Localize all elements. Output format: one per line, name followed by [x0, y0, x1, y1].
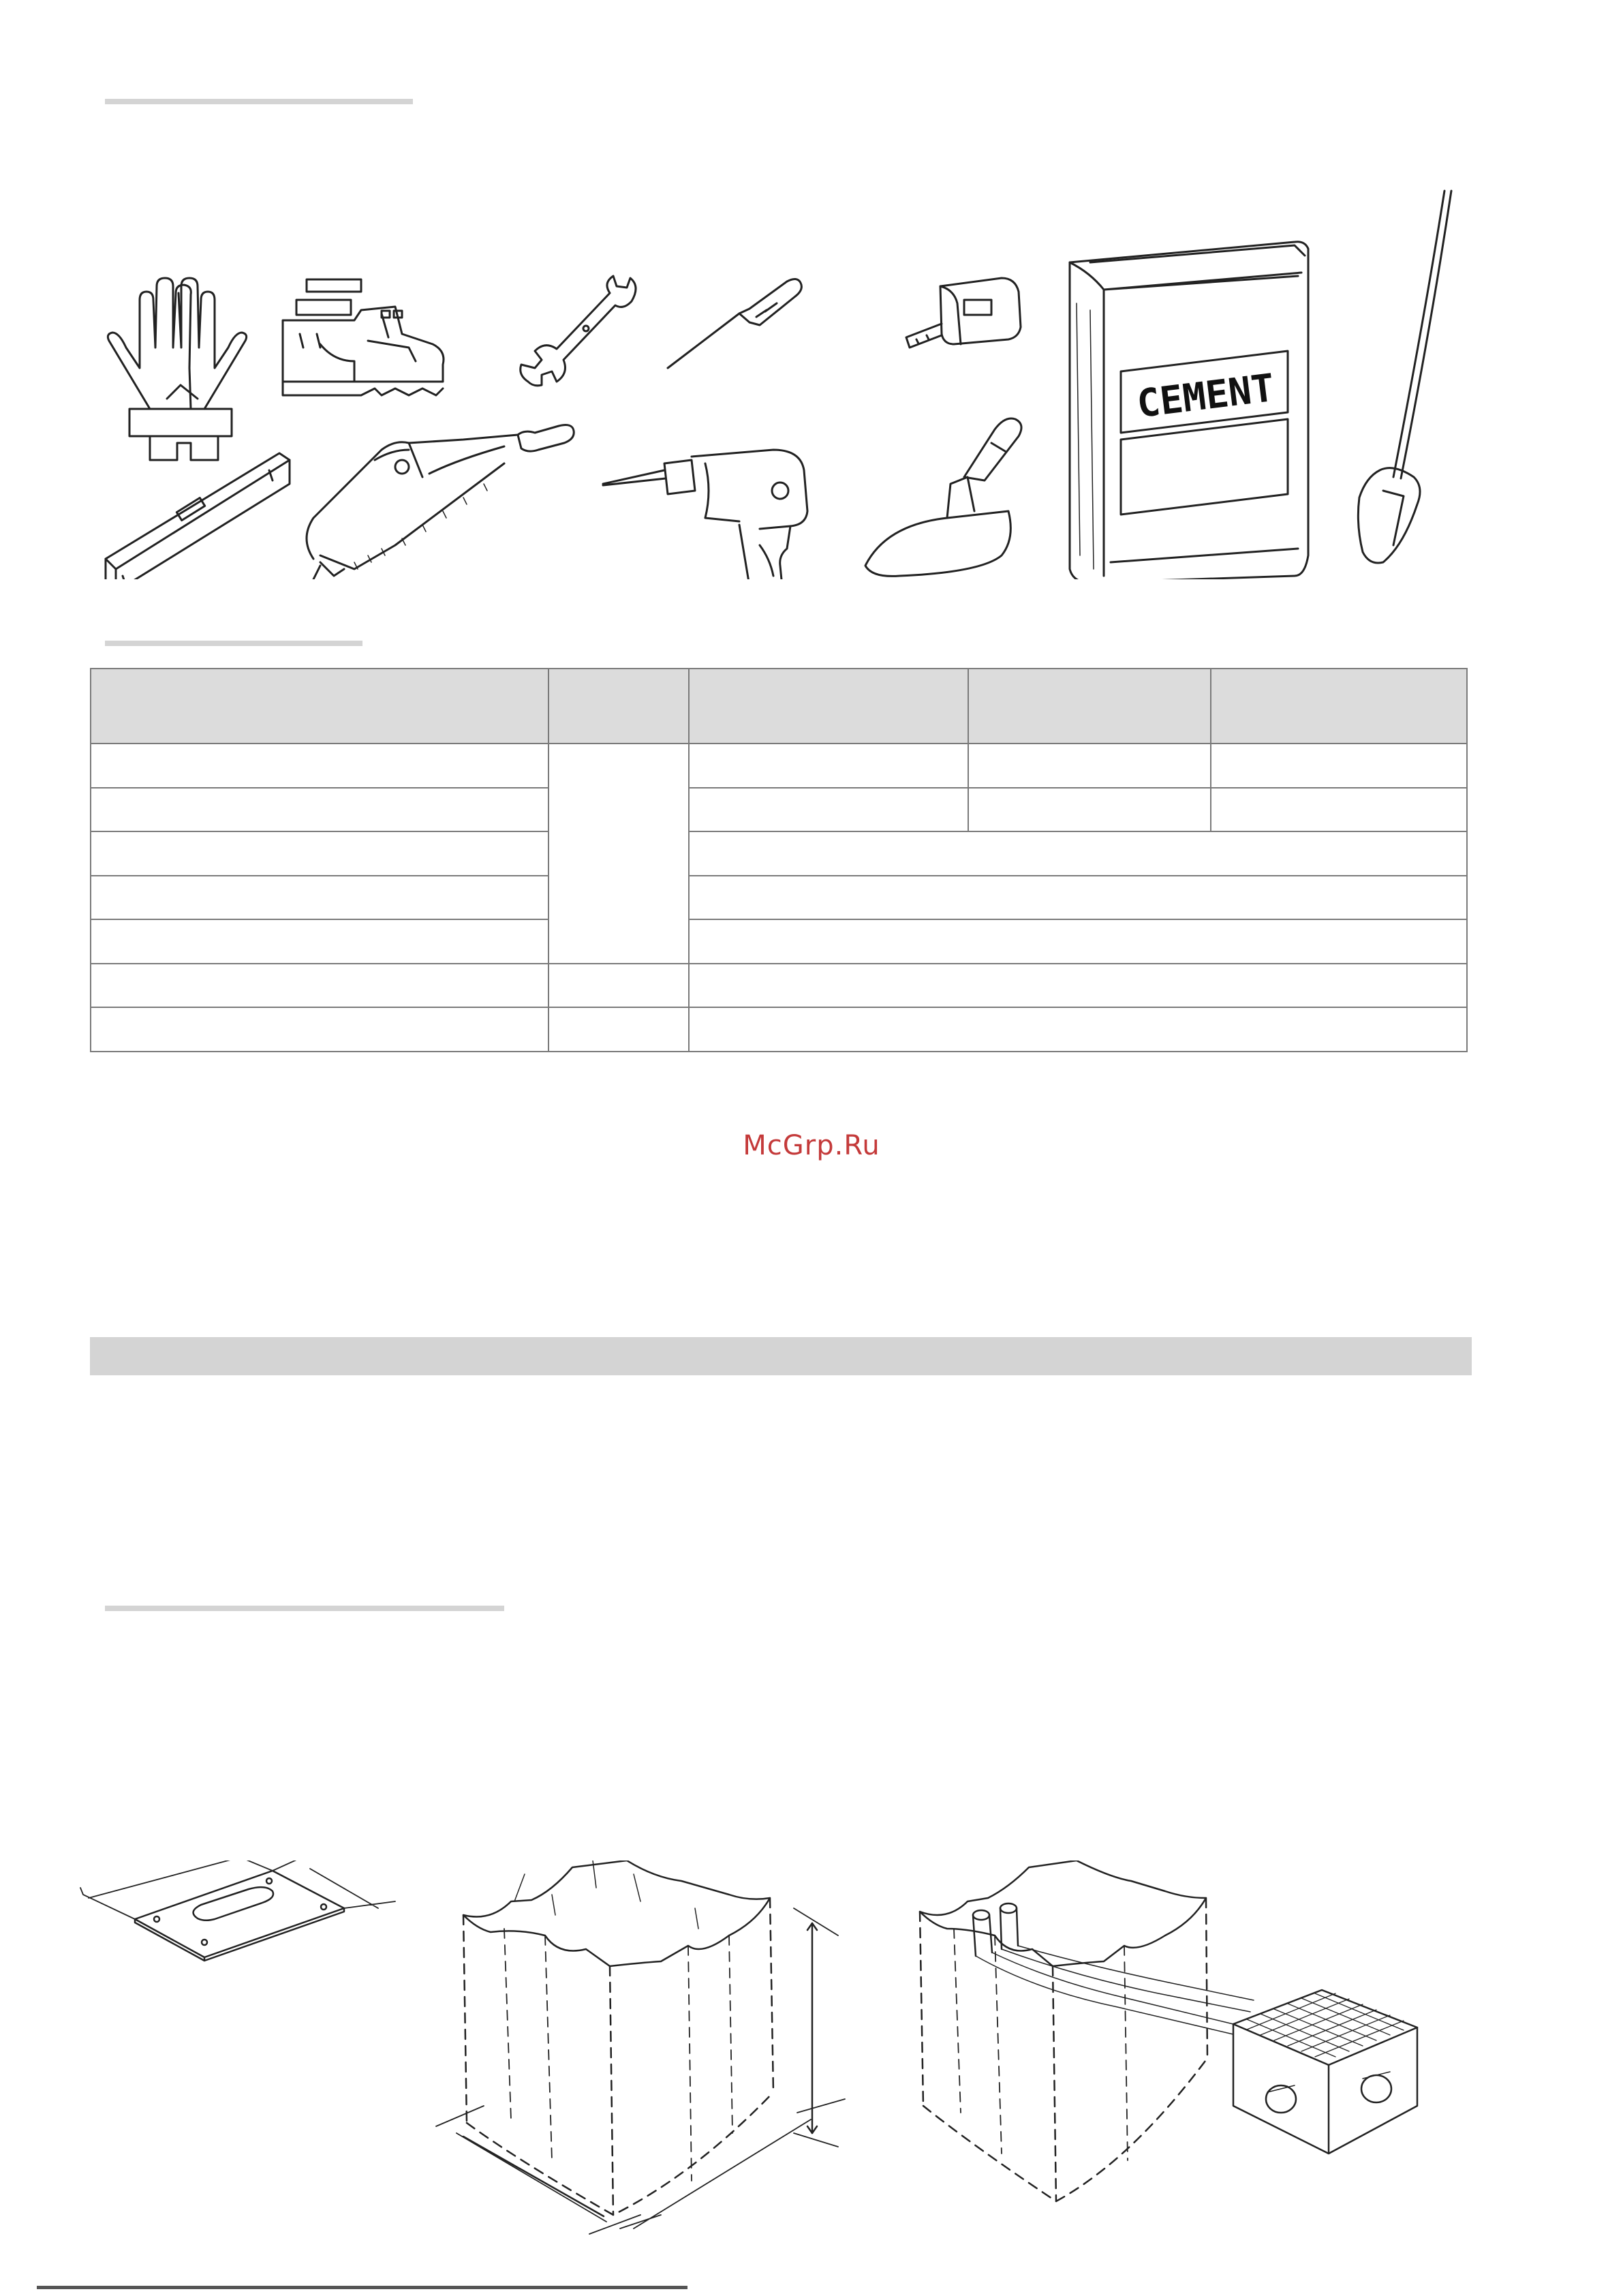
table-header-cell [689, 669, 968, 744]
cement-bag-icon [1070, 242, 1308, 579]
table-cell [689, 788, 968, 832]
table-header-cell [548, 669, 689, 744]
table-cell [91, 919, 548, 964]
tools-illustration [95, 184, 1499, 579]
table-row [91, 831, 1467, 876]
table-row [91, 919, 1467, 964]
table-cell [548, 1007, 689, 1052]
cement-label: CEMENT [1134, 365, 1277, 427]
junction-box-icon [920, 1861, 1417, 2201]
section-rule-tools [105, 99, 413, 104]
table-cell [689, 744, 968, 788]
table-cell [968, 788, 1211, 832]
gloves-icon [108, 278, 246, 460]
table-cell-merged [548, 744, 689, 964]
safety-boots-icon [283, 279, 444, 395]
table-header-cell [1211, 669, 1467, 744]
table-cell [91, 788, 548, 832]
table-row [91, 876, 1467, 920]
table-cell [91, 831, 548, 876]
tape-measure-icon [906, 278, 1021, 348]
mounting-plate-icon [80, 1861, 395, 1961]
spirit-level-icon [106, 453, 290, 579]
table-row [91, 1007, 1467, 1052]
table-cell [91, 876, 548, 920]
section-rule-installation [105, 1606, 504, 1611]
table-cell-wide [689, 1007, 1467, 1052]
table-cell [548, 964, 689, 1008]
wrench-icon [521, 276, 636, 386]
spec-table [90, 668, 1468, 1052]
excavation-pit-icon [436, 1861, 845, 2234]
section-rule-table [105, 641, 362, 646]
table-row [91, 964, 1467, 1008]
table-cell [91, 744, 548, 788]
table-cell-wide [689, 831, 1467, 876]
table-cell [91, 1007, 548, 1052]
section-heading-band [90, 1337, 1472, 1375]
table-header-row [91, 669, 1467, 744]
screwdriver-icon [668, 279, 801, 368]
table-header-cell [968, 669, 1211, 744]
watermark: McGrp.Ru [743, 1130, 880, 1161]
table-cell [1211, 744, 1467, 788]
installation-diagrams [75, 1861, 1438, 2242]
table-cell-wide [689, 876, 1467, 920]
footer-rule [37, 2286, 687, 2289]
drill-icon [603, 450, 807, 579]
table-cell [1211, 788, 1467, 832]
table-cell-wide [689, 964, 1467, 1008]
table-cell [91, 964, 548, 1008]
table-header-cell [91, 669, 548, 744]
table-row [91, 788, 1467, 832]
trowel-icon [865, 418, 1021, 576]
table-cell-wide [689, 919, 1467, 964]
table-row [91, 744, 1467, 788]
hacksaw-icon [307, 425, 574, 579]
shovel-icon [1358, 191, 1451, 563]
table-cell [968, 744, 1211, 788]
